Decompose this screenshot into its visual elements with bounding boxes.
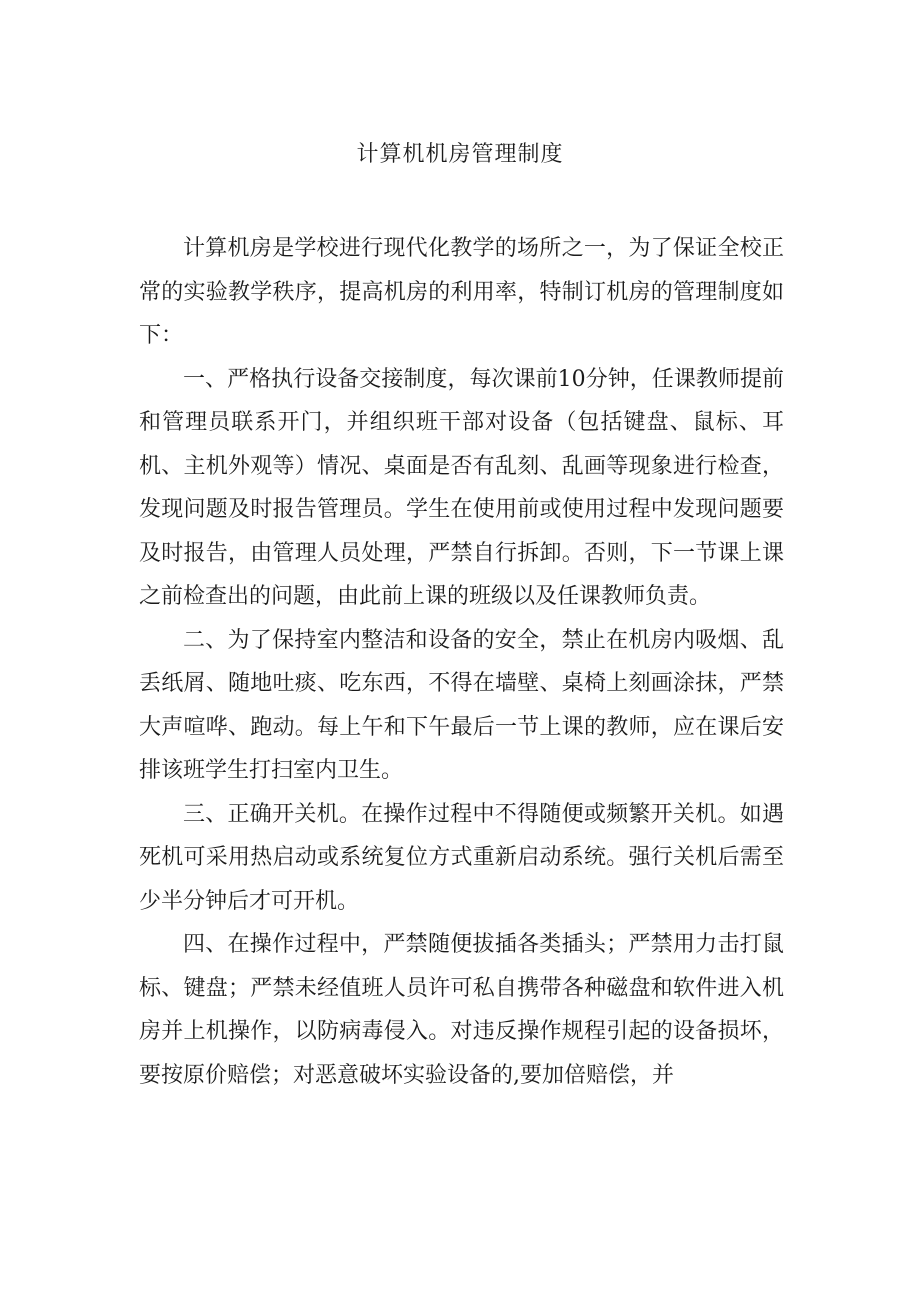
rule-3-paragraph: 三、正确开关机。在操作过程中不得随便或频繁开关机。如遇死机可采用热启动或系统复位方式重新启动系统。强行关机后需至少半分钟后才可开机。 bbox=[139, 801, 784, 914]
document-body bbox=[139, 227, 784, 1097]
intro-paragraph: 计算机房是学校进行现代化教学的场所之一，为了保证全校正常的实验教学秩序，提高机房的利用率，特制订机房的管理制度如下： bbox=[139, 236, 784, 348]
rule-4-paragraph: 四、在操作过程中，严禁随便拔插各类插头；严禁用力击打鼠标、键盘；严禁未经值班人员许可私自携带各种磁盘和软件进入机房并上机操作，以防病毒侵入。对违反操作规程引起的设备损坏，要按原价赔偿；对恶意破坏实验设备的,要加倍赔偿，并 bbox=[139, 932, 784, 1088]
rule-1-paragraph: 一、严格执行设备交接制度，每次课前10分钟，任课教师提前和管理员联系开门，并组织班干部对设备（包括键盘、鼠标、耳机、主机外观等）情况、桌面是否有乱刻、乱画等现象进行检查，发现问题及时报告管理员。学生在使用前或使用过程中发现问题要及时报告，由管理人员处理，严禁自行拆卸。否则，下一节课上课之前检查出的问题，由此前上课的班级以及任课教师负责。 bbox=[139, 366, 784, 609]
document-title: 计算机机房管理制度 bbox=[356, 142, 564, 167]
rule-2-paragraph: 二、为了保持室内整洁和设备的安全，禁止在机房内吸烟、乱丢纸屑、随地吐痰、吃东西，不得在墙壁、桌椅上刻画涂抹，严禁大声喧哗、跑动。每上午和下午最后一节上课的教师，应在课后安排该班学生打扫室内卫生。 bbox=[139, 627, 784, 783]
